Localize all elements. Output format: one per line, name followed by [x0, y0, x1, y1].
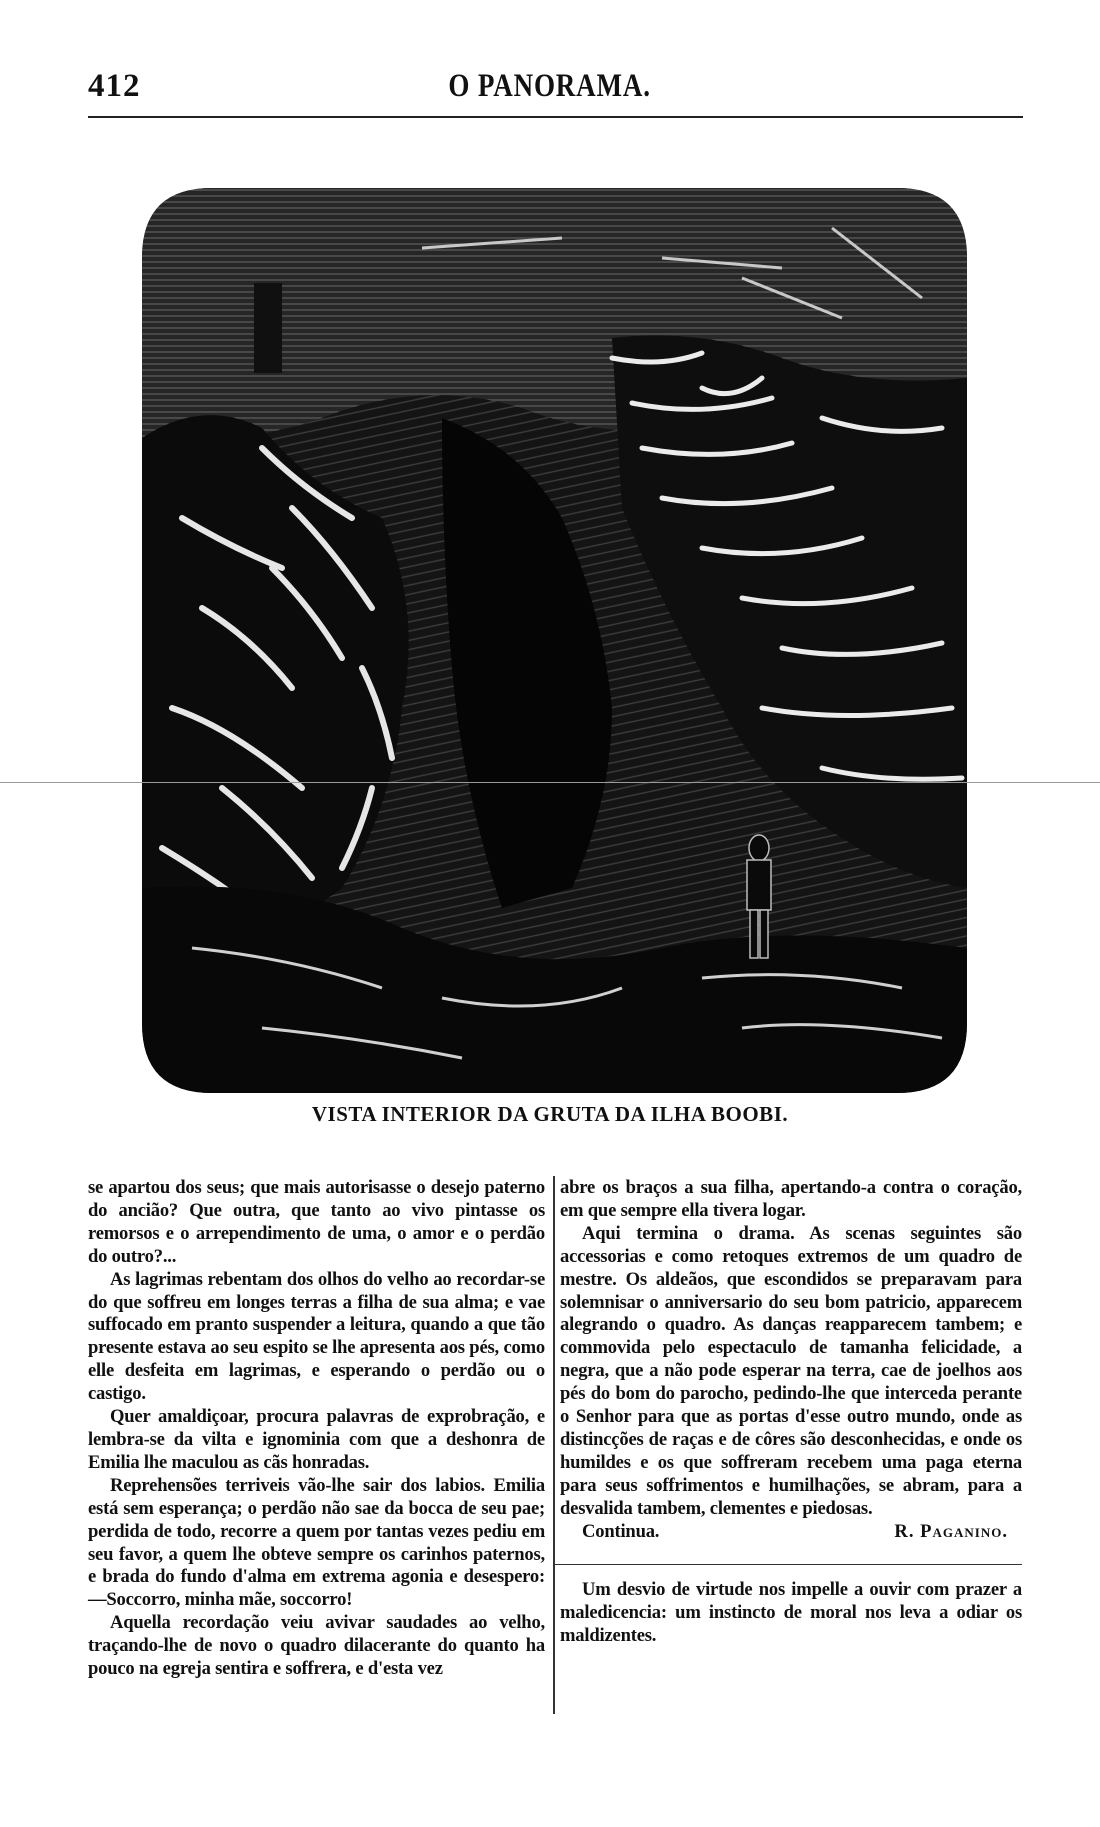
column-divider [553, 1176, 555, 1714]
right-text-column [560, 1177, 1022, 1648]
scan-artifact-line [0, 782, 1100, 783]
cave-engraving [142, 188, 967, 1093]
paragraph: Reprehensões terriveis vão-lhe sair dos labios. Emilia está sem esperança; o perdão não sae da bocca de seu pae; perdida de todo, recorre a quem por tantas vezes pediu em seu favor, a quem lhe obteve sempre os carinhos paternos, e brada do fundo d'alma em extrema agonia e desespero: —Soccorro, minha mãe, soccorro! [88, 1474, 545, 1611]
paragraph: As lagrimas rebentam dos olhos do velho ao recordar-se do que soffreu em longes terras a filha de sua alma; e vae suffocado em pranto suspender a leitura, quando a que tão presente estava ao seu espito se lhe apresenta aos pés, como elle desfeita em lagrimas, e esperando o perdão ou o castigo. [88, 1268, 545, 1405]
paragraph: se apartou dos seus; que mais autorisasse o desejo paterno do ancião? Que outra, que tanto ao vivo pintasse os remorsos e o arrependimento de uma, o amor e o perdão do outro?... [88, 1177, 545, 1267]
paragraph: Aqui termina o drama. As scenas seguintes são accessorias e como retoques extremos de um quadro de mestre. Os aldeãos, que escondidos se preparavam para solemnisar o anniversario do seu bom patricio, apparecem alegrando o quadro. As danças reapparecem tambem; e commovida pelo espectaculo de tamanha felicidade, a negra, que a não pode esperar na terra, cae de joelhos aos pés do bom do parocho, pedindo-lhe que interceda perante o Senhor para que as portas d'esse outro mundo, onde as distincções de raças e de côres são desconhecidas, e onde os humildes e os que soffreram recebem uma paga eterna para seus soffrimentos e humilhações, se abram, para a desvalida tambem, clementes e piedosas. [560, 1222, 1022, 1519]
section-separator [553, 1564, 1022, 1566]
maxim-paragraph: Um desvio de virtude nos impelle a ouvir com prazer a maledicencia: um instincto de moral nos leva a odiar os maldizentes. [560, 1579, 1022, 1646]
illustration-caption: VISTA INTERIOR DA GRUTA DA ILHA BOOBI. [311, 1102, 789, 1126]
header-rule [88, 116, 1023, 118]
running-title: O PANORAMA. [448, 68, 651, 104]
paragraph: abre os braços a sua filha, apertando-a contra o coração, em que sempre ella tivera logar. [560, 1177, 1022, 1221]
paragraph: Quer amaldiçoar, procura palavras de exprobração, e lembra-se da vilta e ignominia com que a deshonra de Emilia lhe maculou as cãs honradas. [88, 1406, 545, 1473]
left-text-column [88, 1177, 545, 1681]
continua-label: Continua. [582, 1520, 660, 1542]
signoff-line [560, 1521, 1022, 1544]
page-number: 412 [88, 68, 141, 104]
author-signature: R. Paganino. [894, 1520, 1008, 1542]
paragraph: Aquella recordação veiu avivar saudades ao velho, traçando-lhe de novo o quadro dilacerante do quanto ha pouco na egreja sentira e soffrera, e d'esta vez [88, 1612, 545, 1680]
